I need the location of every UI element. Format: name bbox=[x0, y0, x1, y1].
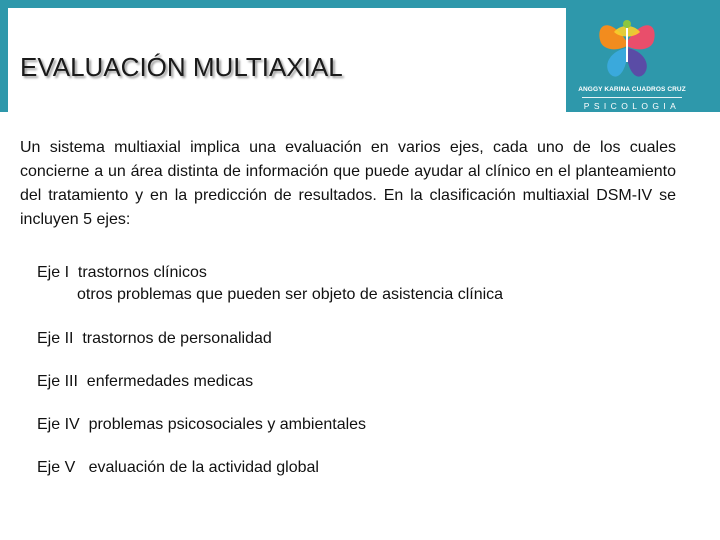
logo-subtitle: PSICOLOGIA bbox=[583, 101, 681, 111]
page-title: EVALUACIÓN MULTIAXIAL bbox=[20, 52, 343, 82]
butterfly-logo-icon bbox=[594, 12, 660, 84]
axis-item-1-continuation: otros problemas que pueden ser objeto de asistencia clínica bbox=[37, 286, 504, 303]
axis-item-5: Eje V evaluación de la actividad global bbox=[37, 459, 319, 476]
axis-item-4: Eje IV problemas psicosociales y ambientales bbox=[37, 416, 367, 433]
axis-item-1: Eje I trastornos clínicos bbox=[37, 264, 207, 281]
logo-name: ANGGY KARINA CUADROS CRUZ bbox=[578, 86, 686, 93]
logo-divider bbox=[582, 97, 682, 98]
intro-paragraph: Un sistema multiaxial implica una evaluación en varios ejes, cada uno de los cuales concierne a un área distinta de información que puede ayudar al clínico en el planteamiento del tratamiento y en la predicción de resultados. En la clasificación multiaxial DSM-IV se incluyen 5 ejes: bbox=[20, 139, 676, 228]
axis-item-3: Eje III enfermedades medicas bbox=[37, 373, 254, 390]
axis-item-2: Eje II trastornos de personalidad bbox=[37, 330, 272, 347]
logo bbox=[570, 8, 710, 112]
